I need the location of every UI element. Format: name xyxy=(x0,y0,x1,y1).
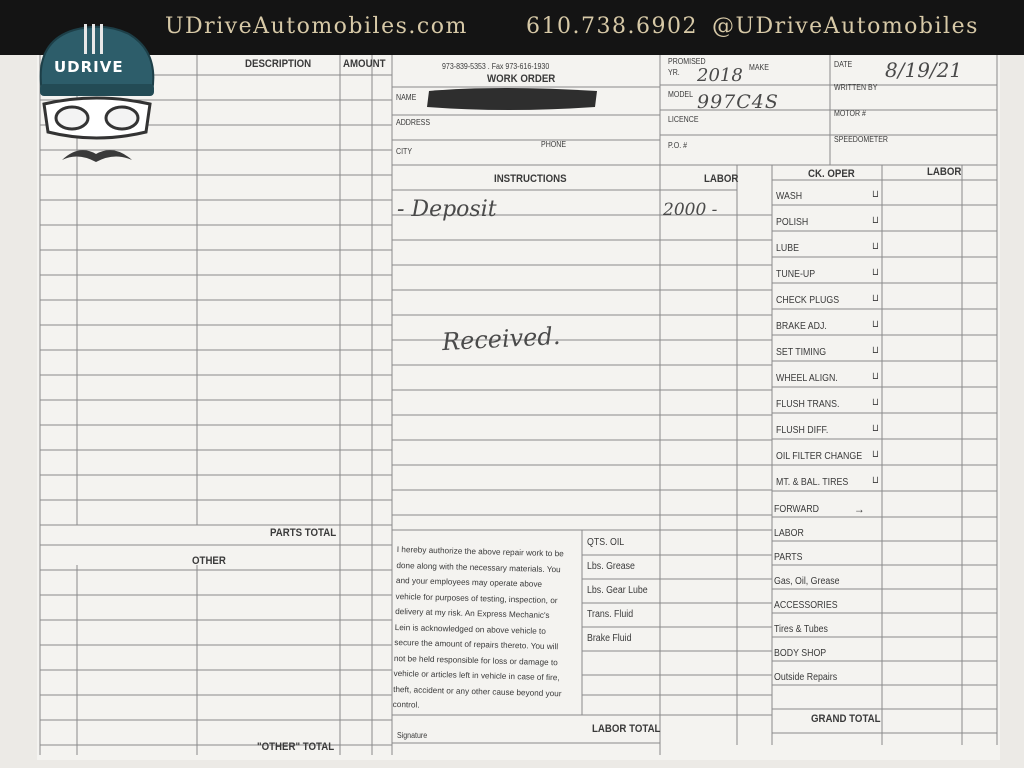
instructions-header: INSTRUCTIONS xyxy=(494,173,567,185)
checkbox-icon[interactable]: ⊔ xyxy=(872,293,879,304)
summary-item: Tires & Tubes xyxy=(774,624,828,635)
checklist-item: FLUSH TRANS. xyxy=(776,399,840,410)
summary-item: FORWARD xyxy=(774,504,819,515)
licence-label: LICENCE xyxy=(668,115,699,124)
handwritten-received: Received. xyxy=(441,321,562,357)
checkbox-icon[interactable]: ⊔ xyxy=(872,189,879,200)
summary-item: Gas, Oil, Grease xyxy=(774,576,840,587)
logo-text: UDRIVE xyxy=(54,58,124,76)
checklist-item: OIL FILTER CHANGE xyxy=(776,451,863,462)
handwritten-date: 8/19/21 xyxy=(885,58,963,82)
fluid-item: QTS. OIL xyxy=(587,537,625,548)
signature-label: Signature xyxy=(397,731,428,740)
model-label: MODEL xyxy=(668,90,694,99)
fluid-item: Brake Fluid xyxy=(587,633,632,644)
name-label: NAME xyxy=(396,93,417,102)
forward-arrow-icon: → xyxy=(854,502,865,516)
speedometer-label: SPEEDOMETER xyxy=(834,135,888,144)
checkbox-icon[interactable]: ⊔ xyxy=(872,267,879,278)
shop-contact-text: 973-839-5353 . Fax 973-616-1930 xyxy=(442,62,550,71)
checkbox-icon[interactable]: ⊔ xyxy=(872,423,879,434)
checklist-item: POLISH xyxy=(776,217,809,228)
work-order-document xyxy=(37,55,1000,760)
labor-total-label: LABOR TOTAL xyxy=(592,723,661,735)
checkbox-icon[interactable]: ⊔ xyxy=(872,475,879,486)
form-title: WORK ORDER xyxy=(487,73,556,85)
summary-item: BODY SHOP xyxy=(774,648,827,659)
checkbox-icon[interactable]: ⊔ xyxy=(872,215,879,226)
grand-total-label: GRAND TOTAL xyxy=(811,713,881,725)
authorization-text: I hereby authorize the above repair work to be done along with the necessary materials. You and your employees may operate above vehicle for purposes of testing, inspection, or delivery at my risk. An Express Mechanic's Lein is acknowledged on above vehicle to secure the amount of repairs thereto. You will not be held responsible for loss or damage to vehicle or articles left in vehicle in case of fire, theft, accident or any other cause beyond your control. xyxy=(392,544,564,710)
date-label: DATE xyxy=(834,60,853,69)
year-label: YR. xyxy=(668,68,680,77)
written-by-label: WRITTEN BY xyxy=(834,83,878,92)
fluid-item: Lbs. Grease xyxy=(587,561,635,572)
checklist-item: TUNE-UP xyxy=(776,269,816,280)
checkbox-icon[interactable]: ⊔ xyxy=(872,241,879,252)
make-label: MAKE xyxy=(749,63,769,72)
summary-item: ACCESSORIES xyxy=(774,600,838,611)
labor-header: LABOR xyxy=(704,173,739,185)
parts-total-label: PARTS TOTAL xyxy=(270,527,337,539)
checkbox-icon[interactable]: ⊔ xyxy=(872,345,879,356)
po-label: P.O. # xyxy=(668,141,688,150)
description-header: DESCRIPTION xyxy=(245,58,312,70)
website-text: UDriveAutomobiles.com xyxy=(165,14,468,39)
labor-header-2: LABOR xyxy=(927,166,962,178)
checkbox-icon[interactable]: ⊔ xyxy=(872,371,879,382)
amount-header: AMOUNT xyxy=(343,58,386,70)
handwritten-instruction: - Deposit xyxy=(397,197,497,222)
checklist-item: SET TIMING xyxy=(776,347,827,358)
handwritten-year: 2018 xyxy=(697,65,743,86)
other-total-label: "OTHER" TOTAL xyxy=(257,741,335,753)
checklist-item: BRAKE ADJ. xyxy=(776,321,827,332)
summary-item: PARTS xyxy=(774,552,803,563)
checklist-item: FLUSH DIFF. xyxy=(776,425,829,436)
checklist-item: MT. & BAL. TIRES xyxy=(776,477,849,488)
checkbox-icon[interactable]: ⊔ xyxy=(872,449,879,460)
checkbox-icon[interactable]: ⊔ xyxy=(872,397,879,408)
handwritten-labor-amount: 2000 - xyxy=(663,200,718,220)
summary-item: LABOR xyxy=(774,528,804,539)
checklist-item: WASH xyxy=(776,191,803,202)
social-handle-text: @UDriveAutomobiles xyxy=(712,14,979,39)
promised-label: PROMISED xyxy=(668,57,706,66)
fluid-item: Lbs. Gear Lube xyxy=(587,585,648,596)
fluid-item: Trans. Fluid xyxy=(587,609,634,620)
ck-oper-header: CK. OPER xyxy=(808,168,855,180)
phone-text: 610.738.6902 xyxy=(526,14,698,39)
motor-label: MOTOR # xyxy=(834,109,866,118)
summary-item: Outside Repairs xyxy=(774,672,838,683)
checklist-item: CHECK PLUGS xyxy=(776,295,840,306)
checklist-item: WHEEL ALIGN. xyxy=(776,373,838,384)
udrive-logo xyxy=(34,22,159,172)
other-header: OTHER xyxy=(192,555,226,567)
phone-label: PHONE xyxy=(541,140,567,149)
checklist-item: LUBE xyxy=(776,243,799,254)
city-label: CITY xyxy=(396,147,413,156)
checkbox-icon[interactable]: ⊔ xyxy=(872,319,879,330)
address-label: ADDRESS xyxy=(396,118,431,127)
handwritten-model: 997C4S xyxy=(697,91,779,113)
